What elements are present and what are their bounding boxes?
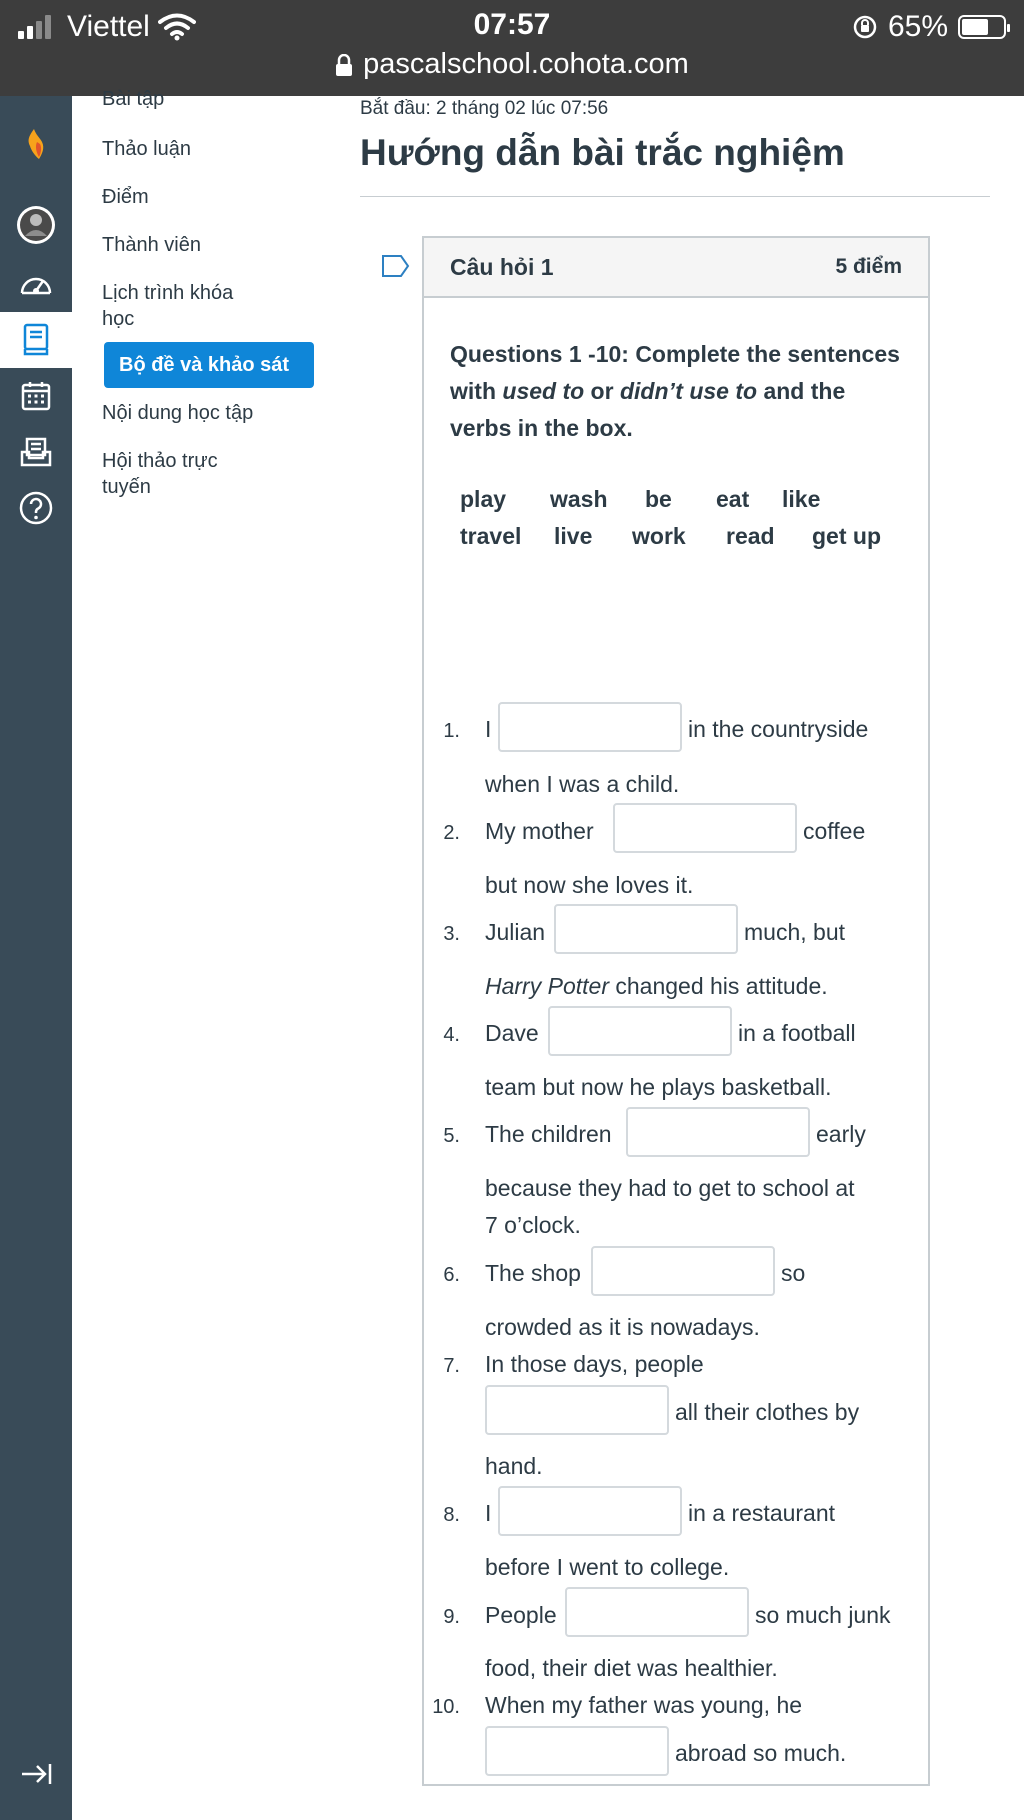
course-nav-modules[interactable]: Nội dung học tập	[102, 402, 254, 424]
item-text-after: in a restaurant	[688, 1500, 836, 1526]
item-text-after: coffee	[803, 818, 866, 844]
word-box-word: get up	[812, 523, 881, 549]
word-box-word: be	[645, 486, 672, 512]
item-text-continued: hand.	[485, 1453, 543, 1479]
item-number: 7.	[443, 1355, 460, 1377]
question-header	[424, 238, 928, 298]
item-text-after: all their clothes by	[675, 1399, 860, 1425]
calendar-icon[interactable]	[0, 368, 72, 424]
item-text-continued: food, their diet was healthier.	[485, 1655, 778, 1681]
word-box-word: play	[460, 486, 507, 512]
item-text-after: in the countryside	[688, 716, 869, 742]
item-text-before: In those days, people	[485, 1351, 704, 1377]
item-text-before: Julian	[485, 919, 546, 945]
item-text-continued: when I was a child.	[485, 771, 680, 797]
item-number: 2.	[443, 822, 460, 844]
word-box-word: like	[782, 486, 821, 512]
item-text-continued-rest: changed his attitude.	[608, 973, 828, 999]
address-bar[interactable]	[0, 48, 1024, 81]
global-nav	[0, 96, 72, 1820]
word-box	[460, 486, 920, 560]
course-nav-grades[interactable]: Điểm	[102, 186, 149, 208]
title-divider	[360, 196, 990, 197]
help-icon[interactable]	[0, 480, 72, 536]
item-text-before: People	[485, 1602, 557, 1628]
question-title: Câu hỏi 1	[450, 253, 554, 280]
answer-input-2[interactable]	[613, 803, 797, 853]
orientation-lock-icon	[852, 14, 878, 40]
answer-input-4[interactable]	[548, 1006, 732, 1056]
battery-group	[852, 10, 1006, 44]
course-nav-people[interactable]: Thành viên	[102, 234, 201, 256]
instructions-text: and the verbs in the box.	[450, 378, 846, 441]
item-text-after: early	[816, 1121, 866, 1147]
item-text-before: My mother	[485, 818, 594, 844]
clock: 07:57	[473, 8, 551, 41]
course-nav-quizzes[interactable]: Bộ đề và khảo sát	[104, 342, 314, 388]
page-title: Hướng dẫn bài trắc nghiệm	[360, 132, 845, 173]
item-text-continued: crowded as it is nowadays.	[485, 1314, 760, 1340]
item-text-before: Dave	[485, 1020, 539, 1046]
collapse-nav-icon[interactable]	[0, 1746, 72, 1802]
book-title: Harry Potter	[485, 973, 609, 999]
item-text-after: so	[781, 1260, 806, 1286]
item-number: 1.	[443, 720, 460, 742]
course-nav-assignments[interactable]: Bài tập	[102, 88, 165, 110]
item-text-continued: team but now he plays basketball.	[485, 1074, 832, 1100]
word-box-word: wash	[550, 486, 608, 512]
courses-icon[interactable]	[0, 312, 72, 368]
item-text-after: so much junk	[755, 1602, 891, 1628]
item-text-before: I	[485, 716, 492, 742]
logo-flame-icon[interactable]	[0, 116, 72, 172]
quiz-started-time: Bắt đầu: 2 tháng 02 lúc 07:56	[360, 98, 609, 119]
item-number: 5.	[443, 1125, 460, 1147]
question-instructions	[450, 336, 910, 447]
answer-input-5[interactable]	[626, 1107, 810, 1157]
item-text-continued: 7 o’clock.	[485, 1212, 581, 1238]
item-text-after: in a football	[738, 1020, 856, 1046]
question-points: 5 điểm	[835, 255, 902, 278]
item-text-after: much, but	[744, 919, 845, 945]
inbox-icon[interactable]	[0, 424, 72, 480]
item-text-continued: but now she loves it.	[485, 872, 694, 898]
carrier-name: Viettel	[67, 10, 150, 43]
flag-question-icon[interactable]	[381, 254, 411, 278]
course-nav-conferences[interactable]: Hội thảo trực tuyến	[102, 450, 218, 498]
battery-percent: 65%	[887, 10, 948, 43]
item-text-continued	[485, 973, 828, 1000]
item-number: 8.	[443, 1504, 460, 1526]
account-avatar-icon[interactable]	[0, 197, 72, 253]
instructions-text: Questions 1 -10: Complete the sentences with	[450, 341, 900, 404]
question-card	[422, 236, 930, 1786]
instructions-text: or	[584, 378, 620, 404]
answer-input-9[interactable]	[565, 1587, 749, 1637]
lock-icon	[335, 54, 353, 76]
dashboard-icon[interactable]	[0, 256, 72, 312]
url-text: pascalschool.cohota.com	[363, 48, 689, 80]
answer-input-8[interactable]	[498, 1486, 682, 1536]
item-text-before: The shop	[485, 1260, 581, 1286]
answer-input-10[interactable]	[485, 1726, 669, 1776]
course-nav-discussions[interactable]: Thảo luận	[102, 138, 191, 160]
item-number: 3.	[443, 923, 460, 945]
battery-icon	[958, 15, 1006, 39]
instructions-emphasis: used to	[502, 378, 585, 404]
word-box-word: read	[726, 523, 775, 549]
item-number: 6.	[443, 1264, 460, 1286]
word-box-word: eat	[716, 486, 750, 512]
item-text-after: abroad so much.	[675, 1740, 847, 1766]
item-text-continued: because they had to get to school at	[485, 1175, 855, 1201]
word-box-word: live	[554, 523, 593, 549]
answer-input-7[interactable]	[485, 1385, 669, 1435]
answer-input-6[interactable]	[591, 1246, 775, 1296]
instructions-emphasis: didn’t use to	[619, 378, 758, 404]
item-text-before: When my father was young, he	[485, 1692, 803, 1718]
item-number: 9.	[443, 1606, 460, 1628]
item-text-before: The children	[485, 1121, 612, 1147]
word-box-row	[460, 486, 920, 523]
answer-input-1[interactable]	[498, 702, 682, 752]
item-number: 10.	[432, 1696, 460, 1718]
status-bar	[0, 0, 1024, 96]
item-text-continued: before I went to college.	[485, 1554, 730, 1580]
item-number: 4.	[443, 1024, 460, 1046]
word-box-word: travel	[460, 523, 522, 549]
course-nav-syllabus[interactable]: Lịch trình khóa học	[102, 282, 234, 330]
word-box-row	[460, 523, 920, 560]
answer-input-3[interactable]	[554, 904, 738, 954]
item-text-before: I	[485, 1500, 492, 1526]
word-box-word: work	[632, 523, 686, 549]
